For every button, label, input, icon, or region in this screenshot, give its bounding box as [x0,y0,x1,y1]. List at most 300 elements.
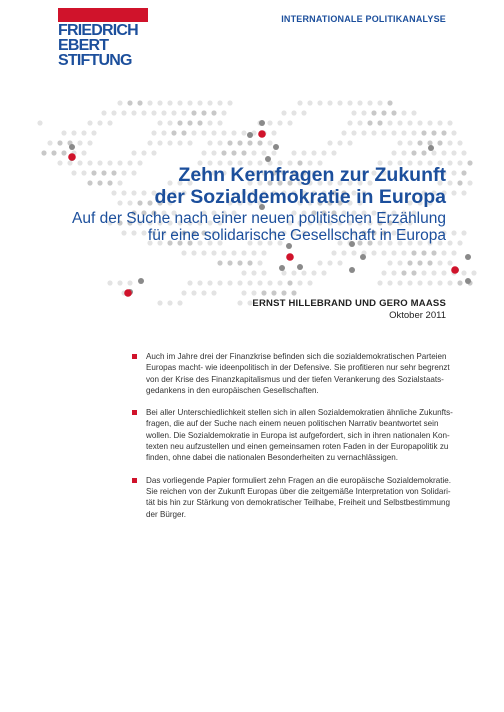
map-dot [211,150,216,155]
map-dot [421,250,426,255]
map-dot [311,270,316,275]
map-dot [261,290,266,295]
map-dot [131,110,136,115]
map-dot [251,250,256,255]
bullet-line: Das vorliegende Papier formuliert zehn Fragen an die europäische Sozialdemokratie. [146,475,452,485]
map-dot [317,260,322,265]
bullet-line: der Bürger. [146,509,187,519]
map-dot [401,270,406,275]
page-subtitle [72,210,446,244]
map-dot [451,130,456,135]
map-dot [211,130,216,135]
map-dot [407,140,412,145]
map-dot [211,110,216,115]
map-dot [397,260,402,265]
map-dot [121,110,126,115]
map-dot [301,150,306,155]
map-dot [361,130,366,135]
subtitle-line-2: für eine solidarische Gesellschaft in Europa [147,227,446,244]
map-dot [401,130,406,135]
map-dot [181,130,186,135]
map-dot [327,100,332,105]
map-dot [197,120,202,125]
map-dot [257,140,262,145]
map-dot [301,110,306,115]
map-dot [347,140,352,145]
map-dot [227,140,232,145]
map-dot [251,270,256,275]
map-dot [187,100,192,105]
map-dot [81,150,86,155]
map-dot [251,150,256,155]
map-dot [217,120,222,125]
map-dot [441,250,446,255]
map-dot [247,140,252,145]
map-dot [231,250,236,255]
map-dot [357,100,362,105]
map-dot [397,280,402,285]
map-dot [287,280,292,285]
map-dot [391,150,396,155]
map-dot [207,280,212,285]
map-dot [349,267,355,273]
map-dot [251,290,256,295]
map-dot [197,100,202,105]
map-dot [167,140,172,145]
map-dot [277,280,282,285]
map-dot [97,120,102,125]
map-dot [241,270,246,275]
map-dot [411,110,416,115]
logo-line-1: FRIEDRICH [58,22,138,39]
map-dot [397,120,402,125]
map-dot [387,280,392,285]
map-dot [87,140,92,145]
map-dot [101,110,106,115]
map-dot [331,250,336,255]
bullet-line: tät bis hin zur Stärkung von demokratischer Teilhabe, Freiheit und Selbstbestimmung [146,498,450,508]
bullet-line: fragen, die auf der Suche nach einem neuen politischen Narrativ beantwortet sein [146,419,439,429]
map-dot [437,120,442,125]
map-dot [291,290,296,295]
map-dot [124,289,132,297]
map-dot [427,260,432,265]
map-dot [221,150,226,155]
map-dot [307,280,312,285]
map-dot [421,130,426,135]
map-dot [231,130,236,135]
publication-date: Oktober 2011 [389,310,446,321]
map-dot [167,100,172,105]
map-dot [177,120,182,125]
map-dot [187,140,192,145]
map-dot [465,278,471,284]
map-dot [127,280,132,285]
map-dot [411,130,416,135]
bullet-line: von der Krise des Finanzkapitalismus und der tiefen Verankerung des Sozialstaats- [146,374,444,384]
map-dot [211,290,216,295]
map-dot [371,110,376,115]
map-dot [427,280,432,285]
map-dot [461,190,466,195]
map-dot [411,250,416,255]
map-dot [337,100,342,105]
map-dot [191,290,196,295]
map-dot [401,110,406,115]
map-dot [61,130,66,135]
map-dot [411,270,416,275]
map-dot [177,140,182,145]
map-dot [271,290,276,295]
map-dot [331,150,336,155]
logo-red-bar [58,8,148,22]
map-dot [437,260,442,265]
page-title [72,164,446,208]
map-dot [457,160,462,165]
map-dot [221,130,226,135]
map-dot [321,150,326,155]
map-dot [221,110,226,115]
map-dot [117,280,122,285]
bullet-square-icon [132,410,137,415]
bullet-line: Europas macht- wie ideenpolitisch in der Defensive. Sie profitieren nur sehr begrenzt [146,363,450,373]
map-dot [77,140,82,145]
map-dot [71,130,76,135]
map-dot [287,120,292,125]
map-dot [451,250,456,255]
bullet-line: finden, ohne dabei die nationalen Besonderheiten zu vernachlässigen. [146,453,398,463]
map-dot [157,140,162,145]
map-dot [457,280,462,285]
map-dot [467,160,472,165]
map-dot [465,254,471,260]
map-dot [467,180,472,185]
map-dot [57,160,62,165]
map-dot [177,100,182,105]
map-dot [141,150,146,155]
map-dot [341,250,346,255]
map-dot [91,130,96,135]
map-dot [441,150,446,155]
map-dot [401,150,406,155]
map-dot [411,150,416,155]
map-dot [291,110,296,115]
map-dot [371,250,376,255]
bullet-item-2 [132,407,453,463]
map-dot [301,270,306,275]
map-dot [247,280,252,285]
map-dot [207,140,212,145]
map-dot [417,280,422,285]
map-dot [201,250,206,255]
map-dot [367,100,372,105]
map-dot [201,290,206,295]
map-dot [57,140,62,145]
map-dot [431,250,436,255]
map-dot [241,290,246,295]
map-dot [137,100,142,105]
map-dot [247,132,253,138]
map-dot [241,250,246,255]
map-dot [171,130,176,135]
map-dot [291,150,296,155]
bullet-line: Bei aller Unterschiedlichkeit stellen sich in allen Sozialdemokratien ähnliche Zukunfts- [146,408,453,418]
author-block [252,298,446,321]
map-dot [107,120,112,125]
map-dot [217,280,222,285]
map-dot [441,130,446,135]
map-dot [237,140,242,145]
bullet-square-icon [132,478,137,483]
map-dot [311,150,316,155]
summary-bullets [132,351,453,531]
map-dot [387,100,392,105]
map-dot [407,120,412,125]
map-dot [457,180,462,185]
map-dot [367,120,372,125]
map-dot [237,300,242,305]
map-dot [471,270,476,275]
map-dot [107,280,112,285]
map-dot [141,110,146,115]
map-dot [281,270,286,275]
bullet-line: Auch im Jahre drei der Finanzkrise befinden sich die sozialdemokratischen Parteien [146,352,447,361]
map-dot [417,120,422,125]
map-dot [187,120,192,125]
map-dot [69,144,75,150]
map-dot [381,250,386,255]
map-dot [327,140,332,145]
map-dot [457,140,462,145]
map-dot [201,130,206,135]
map-dot [428,145,434,151]
map-dot [381,110,386,115]
map-dot [371,130,376,135]
map-dot [427,140,432,145]
map-dot [461,230,466,235]
logo-line-2: EBERT [58,37,109,54]
map-dot [147,100,152,105]
map-dot [461,170,466,175]
map-dot [297,100,302,105]
map-dot [167,120,172,125]
map-dot [377,280,382,285]
map-dot [201,110,206,115]
map-dot [447,140,452,145]
map-dot [381,270,386,275]
map-dot [237,260,242,265]
bullet-line: wollen. Die Sozialdemokratie in Europa ist aufgefordert, sich in ihren nationalen Kon- [146,430,450,440]
map-dot [447,280,452,285]
bullet-line: Sie reichen von der Zukunft Europas über die zeitgemäße Interpretation von Solidari- [146,486,451,496]
map-dot [271,150,276,155]
title-line-2: der Sozialdemokratie in Europa [154,186,446,208]
map-dot [267,280,272,285]
map-dot [451,230,456,235]
map-dot [201,150,206,155]
map-dot [427,120,432,125]
map-dot [351,110,356,115]
map-dot [401,250,406,255]
map-dot [261,270,266,275]
map-dot [261,150,266,155]
map-dot [397,140,402,145]
bullet-item-1 [132,351,450,396]
bullet-line: texten neu aufzustellen und einen gemeinsamen roten Faden in der Europapolitik zu [146,442,449,452]
map-dot [191,110,196,115]
map-dot [431,130,436,135]
map-dot [181,250,186,255]
map-dot [391,110,396,115]
map-dot [217,140,222,145]
map-dot [447,260,452,265]
map-dot [451,190,456,195]
bullet-item-3 [132,475,450,520]
map-dot [407,260,412,265]
map-dot [377,100,382,105]
map-dot [360,254,366,260]
map-dot [451,170,456,175]
map-dot [351,130,356,135]
map-dot [451,266,459,274]
map-dot [181,290,186,295]
map-dot [421,270,426,275]
map-dot [391,250,396,255]
map-dot [381,130,386,135]
map-dot [87,120,92,125]
map-dot [161,110,166,115]
map-dot [267,120,272,125]
map-dot [451,150,456,155]
bullet-square-icon [132,354,137,359]
map-dot [281,290,286,295]
author-names: ERNST HILLEBRAND UND GERO MAASS [252,298,446,309]
map-dot [177,300,182,305]
map-dot [257,280,262,285]
map-dot [81,130,86,135]
map-dot [279,265,285,271]
map-dot [317,100,322,105]
map-dot [207,120,212,125]
map-dot [257,260,262,265]
map-dot [261,250,266,255]
map-dot [267,140,272,145]
map-dot [387,120,392,125]
map-dot [37,120,42,125]
map-dot [117,100,122,105]
map-dot [231,150,236,155]
map-dot [297,280,302,285]
map-dot [281,110,286,115]
map-dot [227,100,232,105]
map-dot [191,130,196,135]
map-dot [277,120,282,125]
map-dot [447,240,452,245]
map-dot [457,240,462,245]
map-dot [51,150,56,155]
map-dot [258,130,266,138]
map-dot [286,253,294,261]
map-dot [447,120,452,125]
map-dot [437,280,442,285]
map-dot [151,130,156,135]
map-dot [351,250,356,255]
map-dot [297,264,303,270]
map-dot [217,100,222,105]
map-dot [337,140,342,145]
map-dot [187,280,192,285]
map-dot [237,280,242,285]
map-dot [357,120,362,125]
map-dot [47,140,52,145]
map-dot [157,300,162,305]
map-dot [391,270,396,275]
map-dot [157,100,162,105]
map-dot [147,140,152,145]
logo-wordmark [58,23,148,68]
map-dot [321,270,326,275]
map-dot [337,260,342,265]
map-dot [447,180,452,185]
map-dot [157,120,162,125]
map-dot [207,100,212,105]
map-dot [217,260,222,265]
map-dot [461,150,466,155]
map-dot [391,130,396,135]
title-block [72,164,446,244]
map-dot [441,270,446,275]
map-dot [271,130,276,135]
map-dot [127,100,132,105]
map-dot [327,260,332,265]
map-dot [265,156,271,162]
map-dot [191,250,196,255]
map-dot [171,110,176,115]
map-dot [437,140,442,145]
map-dot [273,144,279,150]
map-dot [68,153,76,161]
map-dot [161,130,166,135]
map-dot [181,110,186,115]
map-dot [431,150,436,155]
map-dot [377,120,382,125]
map-dot [461,270,466,275]
map-dot [347,120,352,125]
map-dot [447,160,452,165]
title-line-1: Zehn Kernfragen zur Zukunft [178,164,446,186]
map-dot [417,260,422,265]
fes-logo [58,8,148,68]
map-dot [197,280,202,285]
map-dot [151,150,156,155]
map-dot [259,120,265,126]
map-dot [138,278,144,284]
series-label: INTERNATIONALE POLITIKANALYSE [281,14,446,24]
map-dot [41,150,46,155]
map-dot [131,150,136,155]
map-dot [347,100,352,105]
map-dot [307,100,312,105]
map-dot [341,130,346,135]
subtitle-line-1: Auf der Suche nach einer neuen politischen Erzählung [72,210,446,227]
bullet-line: gedankens in den europäischen Gesellschaften. [146,385,319,395]
map-dot [111,110,116,115]
map-dot [227,280,232,285]
map-dot [291,270,296,275]
map-dot [227,260,232,265]
map-dot [241,130,246,135]
map-dot [417,140,422,145]
